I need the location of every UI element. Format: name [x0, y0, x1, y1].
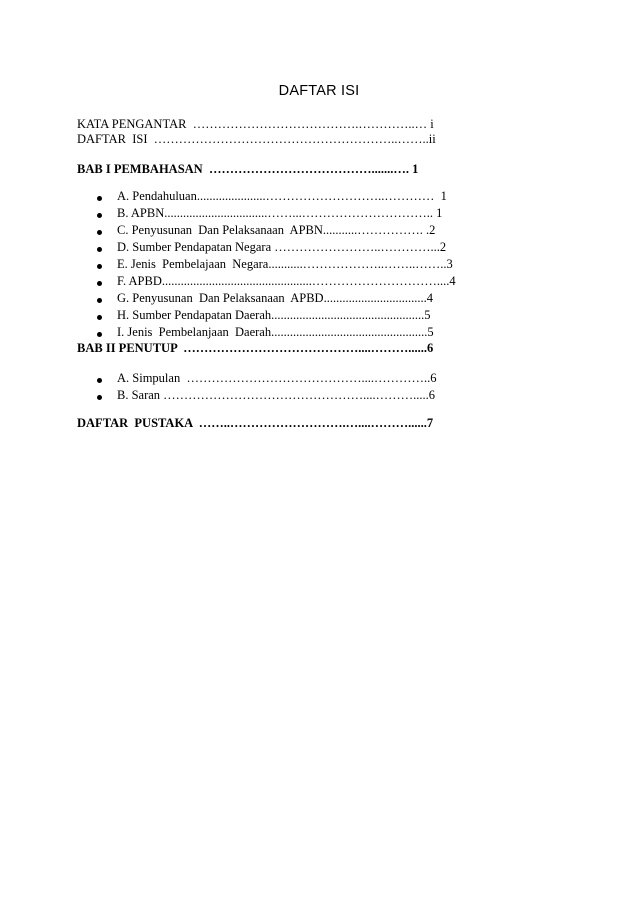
toc-item: D. Sumber Pendapatan Negara ……………………..…………...2 — [117, 240, 447, 254]
toc-item: C. Penyusunan Dan Pelaksanaan APBN...........……………. .2 — [117, 223, 436, 237]
toc-item: H. Sumber Pendapatan Daerah.................................................5 — [117, 308, 431, 322]
toc-bibliography: DAFTAR PUSTAKA ……..……………………….…....………......7 — [77, 416, 434, 430]
bullet-icon — [97, 395, 102, 400]
bullet-icon — [97, 247, 102, 252]
bullet-icon — [97, 281, 102, 286]
bullet-icon — [97, 196, 102, 201]
bullet-icon — [97, 213, 102, 218]
bullet-icon — [97, 264, 102, 269]
toc-item: E. Jenis Pembelajaan Negara...........………………..……..……..3 — [117, 257, 453, 271]
bullet-icon — [97, 315, 102, 320]
toc-item: G. Penyusunan Dan Pelaksanaan APBD.................................4 — [117, 291, 433, 305]
toc-item: I. Jenis Pembelanjaan Daerah..................................................5 — [117, 325, 434, 339]
bullet-icon — [97, 378, 102, 383]
toc-item: A. Simpulan ……………………………………....…………..6 — [117, 371, 437, 385]
bullet-icon — [97, 230, 102, 235]
toc-item: B. Saran …………………………………………....……….....6 — [117, 388, 436, 402]
page-title: DAFTAR ISI — [278, 83, 360, 99]
toc-item: B. APBN.................................……...………………………….. 1 — [117, 206, 443, 220]
toc-item: F. APBD................................................…………………………....4 — [117, 274, 456, 288]
bullet-icon — [97, 332, 102, 337]
toc-entry-daftar-isi: DAFTAR ISI …………………………………………………..……..ii — [77, 132, 436, 146]
toc-chapter-2-heading: BAB II PENUTUP ……………………………………....………......6 — [77, 341, 434, 355]
toc-chapter-1-heading: BAB I PEMBAHASAN ………………………………….......…. 1 — [77, 162, 419, 176]
bullet-icon — [97, 298, 102, 303]
toc-item: A. Pendahuluan......................………………………..………… 1 — [117, 189, 447, 203]
toc-entry-kata-pengantar: KATA PENGANTAR ………………………………….…………..… i — [77, 117, 434, 131]
